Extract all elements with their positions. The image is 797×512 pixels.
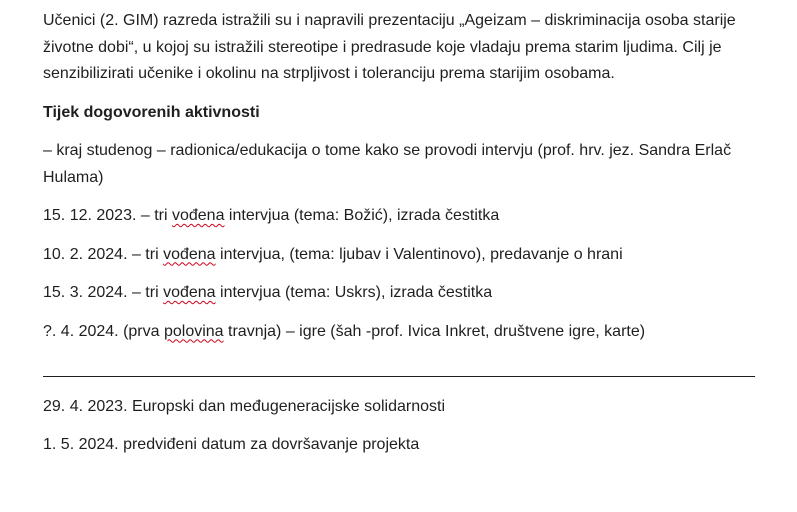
activity-text: intervjua, (tema: ljubav i Valentinovo), predavanje o hrani (215, 245, 623, 263)
document-body (43, 8, 788, 471)
spellcheck-word[interactable]: vođena (163, 245, 216, 263)
activity-item (43, 242, 788, 269)
footer-item: 1. 5. 2024. predviđeni datum za dovršavanje projekta (43, 436, 420, 453)
footer-item: 29. 4. 2023. Europski dan međugeneracijske solidarnosti (43, 397, 446, 415)
spellcheck-word[interactable]: vođena (171, 207, 225, 224)
spellcheck-word[interactable]: vođena (163, 284, 216, 301)
activity-text: – kraj studenog – radionica/edukacija o tome kako se provodi intervju (prof. hrv. jez. Sandra Erlač Hulama) (43, 142, 732, 186)
activity-item (43, 203, 788, 230)
activity-text: travnja) – igre (šah -prof. Ivica Inkret, društvene igre, karte) (223, 322, 646, 340)
activity-item (43, 280, 788, 307)
activity-item (43, 319, 788, 346)
separator-line: ________________________________________________________________________________ (43, 361, 755, 378)
spellcheck-word[interactable]: polovina (163, 322, 224, 340)
intro-paragraph: Učenici (2. GIM) razreda istražili su i napravili prezentaciju „Ageizam – diskriminacija osoba starije životne dobi“, u kojoj su istražili stereotipe i predrasude koje vladaju prema starim ljudima. Cilj je senzibilizirati učenike i okolinu na strpljivost i toleranciju prema starijim osobama. (43, 12, 736, 82)
activity-text: intervjua (tema: Božić), izrada čestitka (224, 207, 500, 224)
section-heading: Tijek dogovorenih aktivnosti (43, 103, 260, 121)
activity-text: ?. 4. 2024. (prva (43, 322, 164, 340)
activity-text: intervjua (tema: Uskrs), izrada čestitka (215, 284, 493, 301)
activity-text: 10. 2. 2024. – tri (43, 245, 164, 263)
activity-text: 15. 12. 2023. – tri (43, 207, 172, 224)
activity-text: 15. 3. 2024. – tri (43, 284, 164, 301)
activity-item (43, 138, 788, 191)
